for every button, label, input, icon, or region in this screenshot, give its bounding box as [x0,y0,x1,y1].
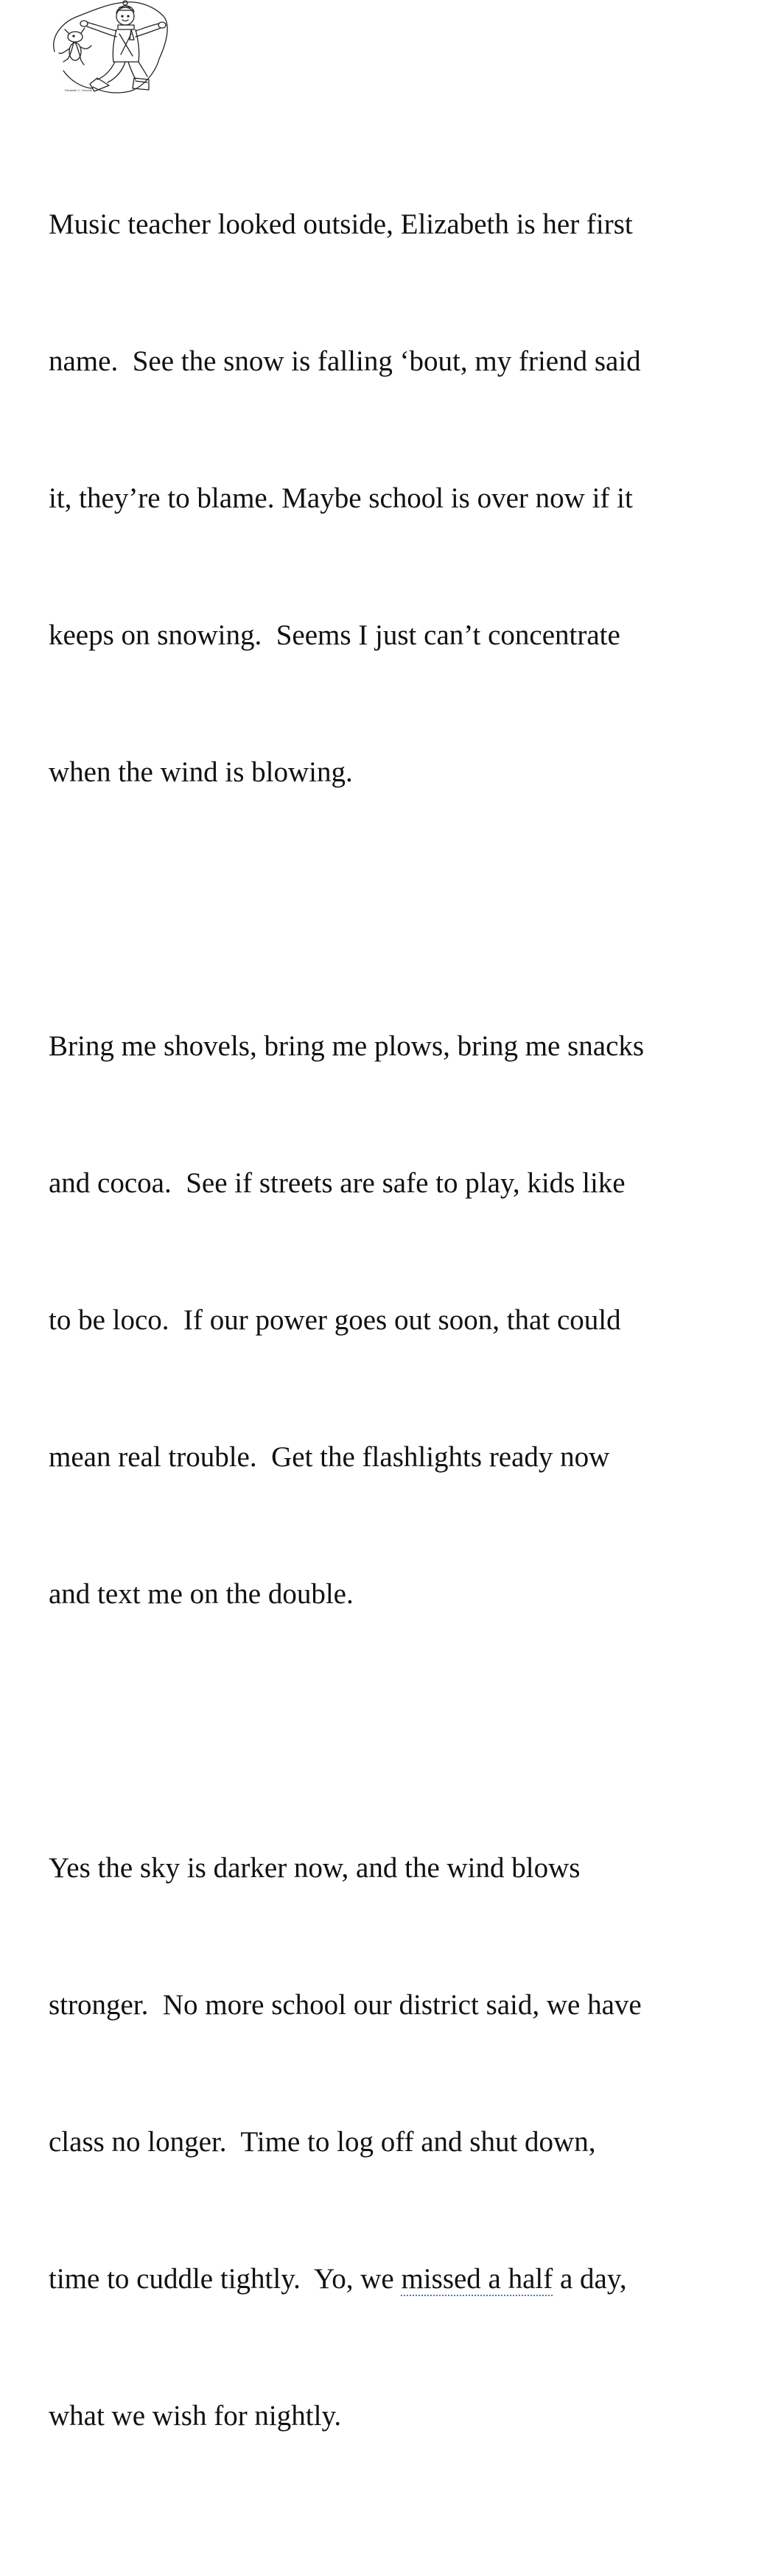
stanza-3-line-4-start: time to cuddle tightly. Yo, we [49,2263,402,2295]
stanza-2-line-3: to be loco. If our power goes out soon, that could [49,1304,621,1336]
stanza-3-line-3: class no longer. Time to log off and shut down, [49,2126,596,2158]
stanza-3-line-5: what we wish for nightly. [49,2400,342,2432]
stanza-2-line-2: and cocoa. See if streets are safe to play, kids like [49,1167,626,1199]
stanza-3-line-1: Yes the sky is darker now, and the wind blows [49,1852,581,1884]
stanza-3-line-2: stronger. No more school our district said, we have [49,1989,642,2021]
stanza-3-line-4-end: a day, [553,2263,627,2295]
stanza-1-line-3: it, they’re to blame. Maybe school is over now if it [49,482,633,514]
grammar-flagged-phrase[interactable]: missed a half [401,2263,553,2295]
stanza-3-line-4 [49,2256,756,2302]
stanza-1-line-2: name. See the snow is falling ‘bout, my friend said [49,345,641,377]
stanza-2-line-1: Bring me shovels, bring me plows, bring me snacks [49,1030,645,1062]
stanza-1-line-4: keeps on snowing. Seems I just can’t concentrate [49,619,620,651]
snow-angel-illustration [49,0,174,97]
stanza-2-line-5: and text me on the double. [49,1578,354,1610]
stanza-2-line-4: mean real trouble. Get the flashlights ready now [49,1441,610,1473]
snow-angel-kid-and-dog-icon [49,0,174,97]
stanza-1-line-1: Music teacher looked outside, Elizabeth is her first [49,208,633,240]
illustration-caption: Elizabeth C. Ceschin [65,88,93,92]
stanza-3 [49,1754,756,2530]
poem [49,110,756,2576]
stanza-2 [49,932,756,1708]
stanza-1 [49,110,756,887]
stanza-1-line-5: when the wind is blowing. [49,756,353,788]
